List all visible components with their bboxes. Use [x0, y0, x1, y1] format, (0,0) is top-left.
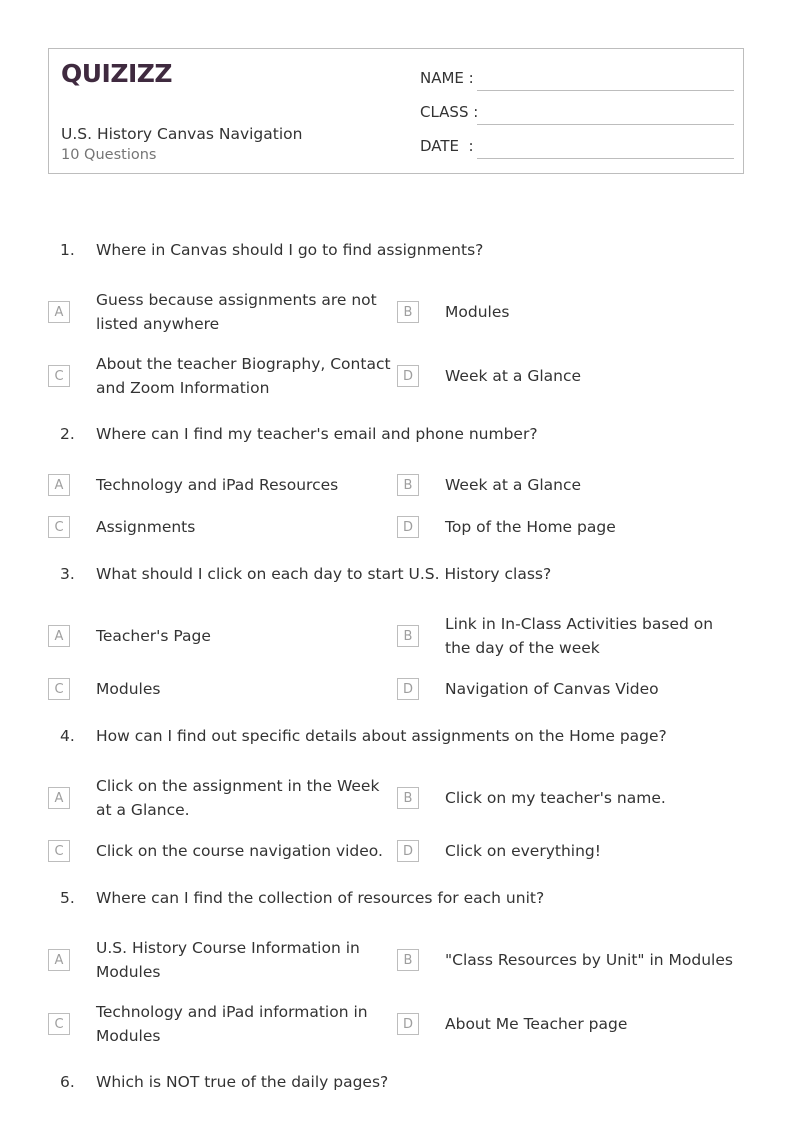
option-text: Week at a Glance [445, 476, 582, 494]
option-letter-a[interactable]: A [48, 787, 70, 809]
option-text: "Class Resources by Unit" in Modules [445, 951, 733, 969]
option-letter-d[interactable]: D [397, 840, 419, 862]
question-text: How can I find out specific details about assignments on the Home page? [96, 727, 667, 745]
question-count: 10 Questions [61, 147, 157, 163]
option-letter-a[interactable]: A [48, 949, 70, 971]
option-text: Technology and iPad Resources [96, 476, 339, 494]
option-letter-c[interactable]: C [48, 840, 70, 862]
question-text: Where in Canvas should I go to find assignments? [96, 241, 484, 259]
option-text: Assignments [96, 518, 196, 536]
option-letter-c[interactable]: C [48, 516, 70, 538]
question-text: What should I click on each day to start U.S. History class? [96, 565, 552, 583]
question-text: Which is NOT true of the daily pages? [96, 1073, 389, 1091]
date-label: DATE : [420, 137, 474, 155]
date-line[interactable] [477, 158, 734, 159]
option-letter-a[interactable]: A [48, 301, 70, 323]
option-text: About the teacher Biography, Contact and Zoom Information [96, 355, 391, 397]
question-number: 1. [60, 241, 75, 259]
option-text: About Me Teacher page [445, 1015, 628, 1033]
option-text: Technology and iPad information in Modules [96, 1003, 368, 1045]
option-text: Modules [445, 303, 510, 321]
option-text: U.S. History Course Information in Modules [96, 939, 360, 981]
name-line[interactable] [477, 90, 734, 91]
option-letter-b[interactable]: B [397, 474, 419, 496]
option-letter-c[interactable]: C [48, 1013, 70, 1035]
option-text: Top of the Home page [445, 518, 616, 536]
worksheet-title: U.S. History Canvas Navigation [61, 125, 303, 143]
option-text: Modules [96, 680, 161, 698]
option-text: Click on the assignment in the Week at a Glance. [96, 777, 380, 819]
question-number: 6. [60, 1073, 75, 1091]
option-text: Week at a Glance [445, 367, 582, 385]
option-letter-b[interactable]: B [397, 949, 419, 971]
worksheet-header [48, 48, 744, 174]
question-number: 3. [60, 565, 75, 583]
option-letter-c[interactable]: C [48, 365, 70, 387]
option-letter-d[interactable]: D [397, 365, 419, 387]
class-line[interactable] [477, 124, 734, 125]
option-text: Click on my teacher's name. [445, 789, 666, 807]
option-text: Navigation of Canvas Video [445, 680, 659, 698]
option-text: Teacher's Page [96, 627, 211, 645]
option-letter-b[interactable]: B [397, 625, 419, 647]
option-letter-a[interactable]: A [48, 625, 70, 647]
name-label: NAME : [420, 69, 474, 87]
name-field[interactable] [420, 67, 734, 91]
date-field[interactable] [420, 135, 734, 159]
question-number: 2. [60, 425, 75, 443]
option-text: Click on everything! [445, 842, 601, 860]
question-text: Where can I find my teacher's email and phone number? [96, 425, 538, 443]
option-letter-c[interactable]: C [48, 678, 70, 700]
option-letter-d[interactable]: D [397, 1013, 419, 1035]
option-text: Link in In-Class Activities based on the day of the week [445, 615, 714, 657]
class-field[interactable] [420, 101, 734, 125]
option-text: Click on the course navigation video. [96, 842, 383, 860]
question-number: 4. [60, 727, 75, 745]
option-text: Guess because assignments are not listed anywhere [96, 291, 377, 333]
option-letter-d[interactable]: D [397, 678, 419, 700]
question-number: 5. [60, 889, 75, 907]
question-text: Where can I find the collection of resources for each unit? [96, 889, 545, 907]
option-letter-a[interactable]: A [48, 474, 70, 496]
class-label: CLASS : [420, 103, 479, 121]
option-letter-b[interactable]: B [397, 301, 419, 323]
quizizz-logo: QUIZIZZ [61, 59, 173, 88]
option-letter-d[interactable]: D [397, 516, 419, 538]
option-letter-b[interactable]: B [397, 787, 419, 809]
